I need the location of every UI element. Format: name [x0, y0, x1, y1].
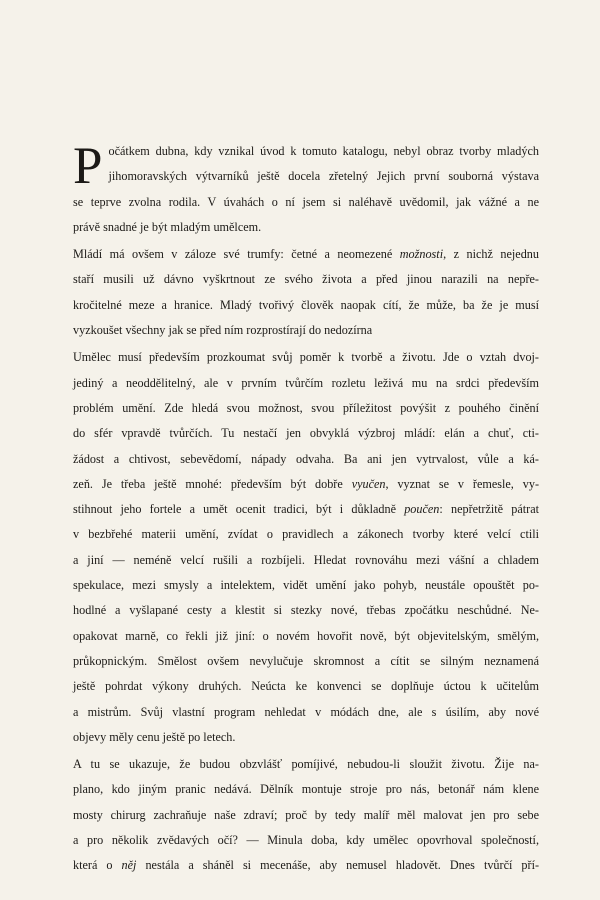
text-line: stihnout jeho fortele a umět ocenit tradici, být i důkladně poučen: nepřetržitě pátrat	[73, 502, 539, 517]
text-line: očátkem dubna, kdy vznikal úvod k tomuto katalogu, nebyl obraz tvorby mladých	[108, 144, 539, 158]
text-line: právě snadné je být mladým umělcem.	[73, 219, 262, 234]
text-line: problém umění. Zde hledá svou možnost, svou příležitost povýšit z pouhého činění	[73, 400, 539, 415]
body-text	[73, 139, 539, 881]
paragraph-3	[73, 345, 539, 750]
paragraph-2	[73, 242, 539, 343]
text-line: kročitelné meze a hranice. Mladý tvořivý člověk naopak cítí, že může, ba že je musí	[73, 297, 539, 312]
text-line: průkopnickým. Smělost ovšem nevylučuje skromnost a cítit se silným neznamená	[73, 653, 539, 668]
text-line: žádost a chtivost, sebevědomí, nápady odvaha. Ba ani jen vytrvalost, vůle a ká-	[73, 451, 539, 466]
text-line: a mistrům. Svůj vlastní program nehledat v módách dne, ale s úsilím, aby nové	[73, 704, 539, 719]
text-line: jihomoravských výtvarníků ještě docela zřetelný Jejich první souborná výstava	[108, 169, 539, 184]
text-line: která o něj nestála a sháněl si mecenáše, aby nemusel hladovět. Dnes tvůrčí pří-	[73, 858, 540, 873]
text-line: opakovat marně, co řekli již jiní: o novém hovořit nově, být objevitelským, smělým,	[73, 628, 539, 643]
text-line: mosty chirurg zachraňuje naše zdraví; proč by tedy malíř měl malovat jen pro sebe	[73, 807, 539, 822]
text-line: jediný a neoddělitelný, ale v prvním tvůrčím rozletu leživá mu na srdci především	[73, 375, 539, 390]
text-line: zeň. Je třeba ještě mnohé: především být dobře vyučen, vyznat se v řemesle, vy-	[73, 476, 540, 491]
text-line: do sfér vpravdě tvůrčích. Tu nestačí jen obvyklá výzbroj mládí: elán a chuť, cti-	[73, 426, 539, 441]
text-line: staří musili už dávno vyškrtnout ze svého života a před jinou narazili na nepře-	[73, 272, 539, 287]
text-line: v bezbřehé materii umění, zvídat o pravidlech a zákonech tvorby které velcí ctili	[73, 527, 539, 542]
text-line: Umělec musí především prozkoumat svůj poměr k tvorbě a životu. Jde o vztah dvoj-	[73, 350, 539, 365]
text-line: plano, kdo jiným pranic nedává. Dělník montuje stroje pro nás, betonář nám klene	[73, 782, 539, 797]
text-line: ještě pohrdat výkony druhých. Neúcta ke konvenci se doplňuje úctou k učitelům	[73, 679, 539, 694]
text-line: Mládí má ovšem v záloze své trumfy: četné a neomezené možnosti, z nichž nejednu	[73, 247, 539, 262]
text-line: a pro několik zvědavých očí? — Minula doba, kdy umělec opovrhoval společností,	[73, 833, 539, 848]
drop-cap: P	[73, 137, 103, 195]
paragraph-1	[73, 139, 539, 240]
text-line: A tu se ukazuje, že budou obzvlášť pomíjivé, nebudou-li sloužit životu. Žije na-	[73, 757, 539, 772]
text-line: objevy měly cenu ještě po letech.	[73, 729, 236, 744]
text-line: hodlné a vyšlapané cesty a klestit si stezky nové, třebas zpočátku neschůdné. Ne-	[73, 603, 539, 618]
text-line: se teprve zvolna rodila. V úvahách o ní jsem si naléhavě uvědomil, jak vážné a ne	[73, 194, 539, 209]
text-line: vyzkoušet všechny jak se před ním rozprostírají do nedozírna	[73, 323, 373, 338]
text-line: spekulace, mezi smysly a intelektem, vidět umění jako pohyb, neustále opouštět po-	[73, 578, 539, 593]
paragraph-4	[73, 752, 539, 878]
text-line: a jiní — neméně velcí rušili a rozbíjeli. Hledat rovnováhu mezi vášní a chladem	[73, 552, 539, 567]
